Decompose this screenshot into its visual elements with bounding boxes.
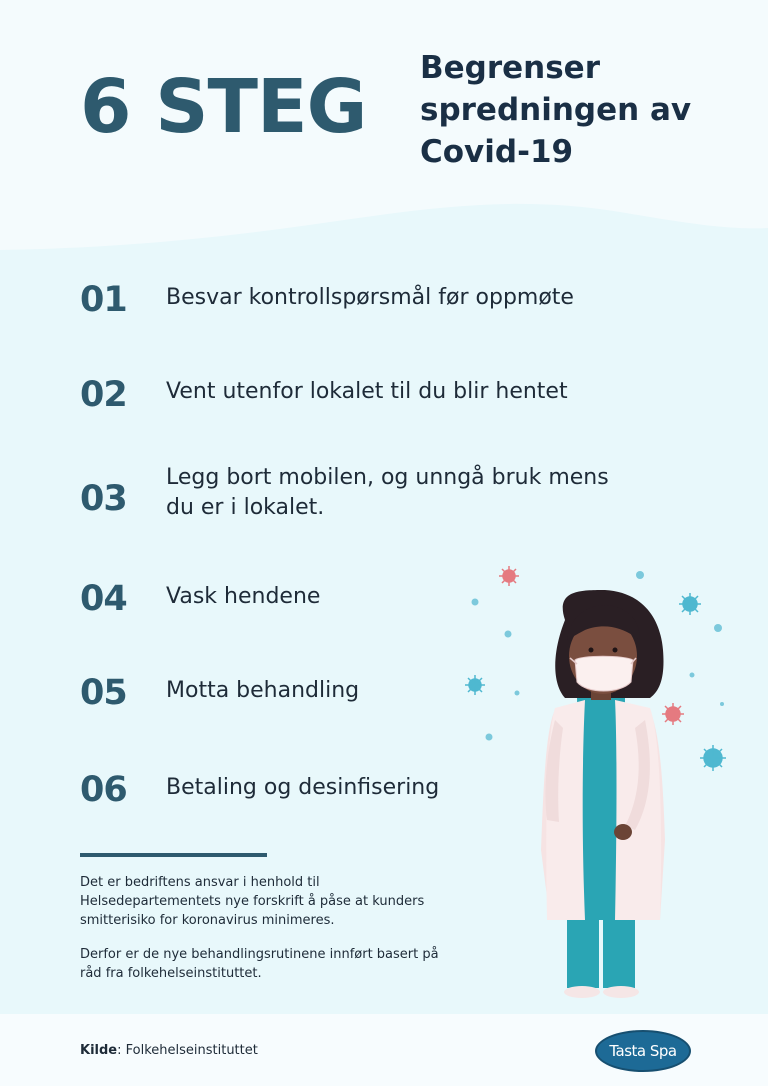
step-text bbox=[166, 463, 636, 523]
step-text: Betaling og desinfisering bbox=[166, 775, 440, 800]
step-text: Vask hendene bbox=[166, 584, 321, 609]
step-text: Besvar kontrollspørsmål før oppmøte bbox=[166, 285, 574, 310]
step-number: 06 bbox=[80, 770, 127, 810]
step-number: 03 bbox=[80, 479, 127, 519]
step-number: 01 bbox=[80, 280, 127, 320]
step-number: 05 bbox=[80, 673, 127, 713]
note-line: smitterisiko for koronavirus minimeres. bbox=[80, 913, 335, 928]
step-text: Vent utenfor lokalet til du blir hentet bbox=[166, 379, 568, 404]
step-text-line: du er i lokalet. bbox=[166, 495, 325, 520]
note-line: Derfor er de nye behandlingsrutinene innført basert på bbox=[80, 947, 439, 962]
virus-icon bbox=[465, 675, 485, 695]
note-paragraph-2 bbox=[80, 945, 460, 983]
section-divider bbox=[80, 853, 267, 857]
virus-icon bbox=[662, 703, 684, 725]
step-text-line: Legg bort mobilen, og unngå bruk mens bbox=[166, 465, 609, 490]
brand-logo bbox=[595, 1030, 691, 1072]
note-line: Det er bedriftens ansvar i henhold til bbox=[80, 875, 320, 890]
virus-icon bbox=[679, 593, 701, 615]
subtitle-line: Begrenser bbox=[420, 50, 600, 86]
note-line: Helsedepartementets nye forskrift å påse at kunders bbox=[80, 894, 425, 909]
virus-icon bbox=[499, 566, 519, 586]
page-title: 6 STEG bbox=[80, 64, 367, 150]
step-text: Motta behandling bbox=[166, 678, 360, 703]
page-subtitle bbox=[420, 47, 750, 173]
note-line: råd fra folkehelseinstituttet. bbox=[80, 966, 262, 981]
source-credit bbox=[80, 1043, 258, 1058]
logo-text: Tasta Spa bbox=[609, 1042, 677, 1060]
subtitle-line: spredningen av bbox=[420, 92, 692, 128]
source-label: Kilde bbox=[80, 1043, 118, 1058]
step-number: 02 bbox=[80, 375, 127, 415]
doctor-illustration bbox=[455, 560, 745, 1010]
note-paragraph-1 bbox=[80, 873, 460, 930]
subtitle-line: Covid-19 bbox=[420, 134, 574, 170]
step-number: 04 bbox=[80, 579, 127, 619]
virus-icon bbox=[700, 745, 726, 771]
source-value: : Folkehelseinstituttet bbox=[117, 1043, 258, 1058]
